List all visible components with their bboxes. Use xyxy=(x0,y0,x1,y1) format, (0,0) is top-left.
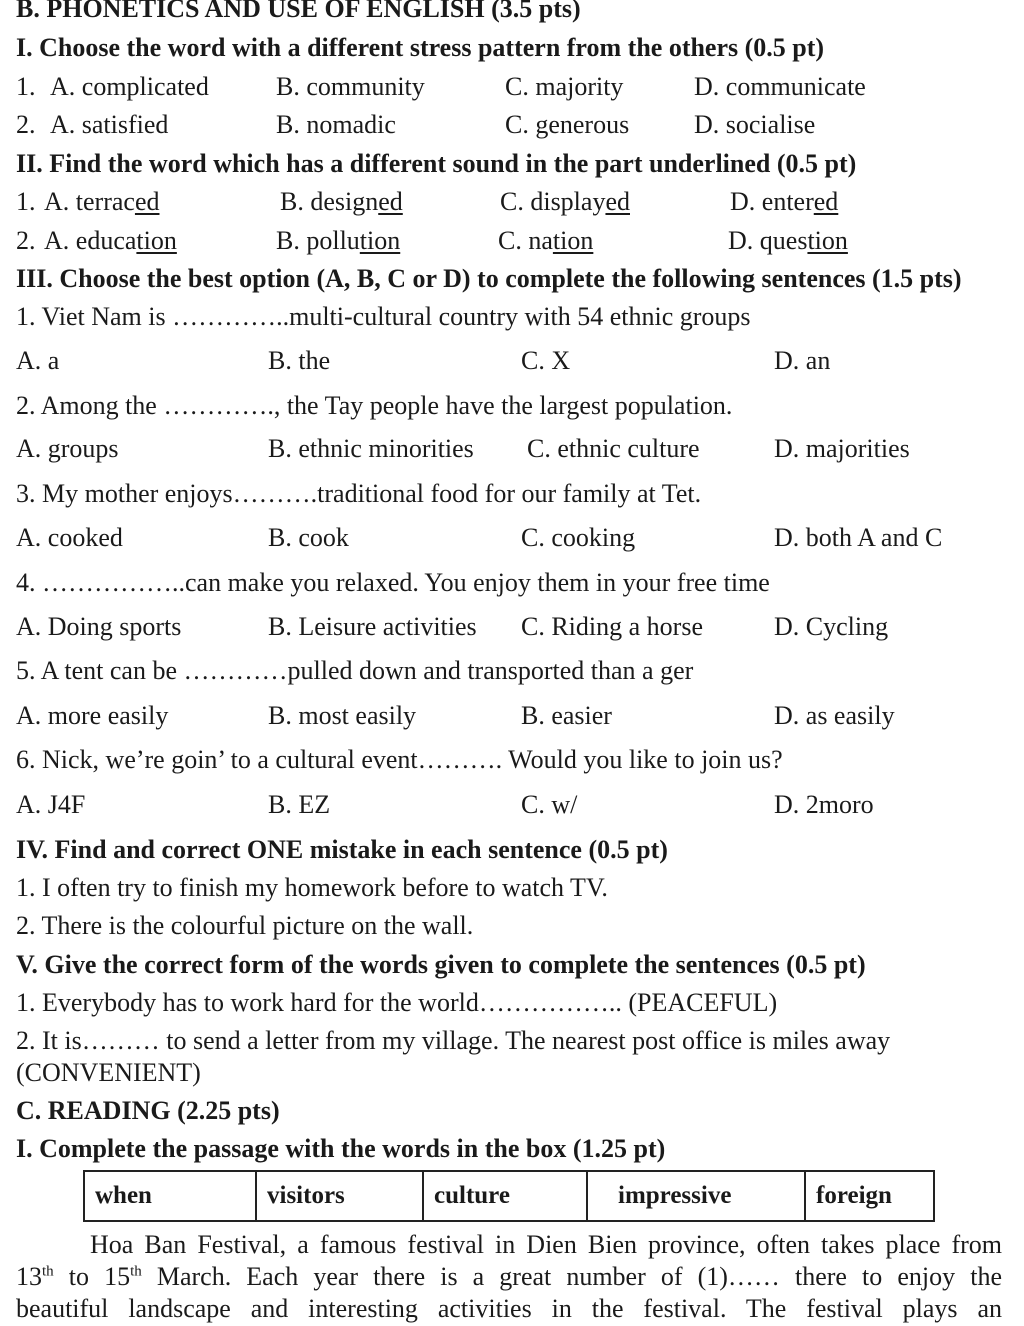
word-box-cell: when xyxy=(84,1171,256,1221)
option-c: C. majority xyxy=(505,72,624,101)
option-d: D. 2moro xyxy=(774,790,874,819)
option-b: B. EZ xyxy=(268,790,331,819)
word-box-row xyxy=(84,1171,934,1221)
reading-task-title: I. Complete the passage with the words in the box (1.25 pt) xyxy=(16,1134,666,1163)
section-5-title: V. Give the correct form of the words given to complete the sentences (0.5 pt) xyxy=(16,950,866,979)
option-a: A. Doing sports xyxy=(16,612,182,641)
option-b: B. the xyxy=(268,346,331,375)
option-d: D. majorities xyxy=(774,434,910,463)
word-box-cell: culture xyxy=(423,1171,587,1221)
question-text: 1. Everybody has to work hard for the world…………….. (PEACEFUL) xyxy=(16,988,778,1017)
question-number: 2. xyxy=(16,110,36,139)
option-c: B. easier xyxy=(521,701,612,730)
option-b: B. cook xyxy=(268,523,349,552)
option-a: A. education xyxy=(44,226,177,255)
question-text: 1. Viet Nam is …………..multi-cultural country with 54 ethnic groups xyxy=(16,302,751,331)
option-c: C. ethnic culture xyxy=(527,434,700,463)
question-text: 6. Nick, we’re goin’ to a cultural event………. Would you like to join us? xyxy=(16,745,783,774)
question-text: 2. It is……… to send a letter from my village. The nearest post office is miles away xyxy=(16,1026,891,1055)
option-d: D. socialise xyxy=(694,110,816,139)
option-c: C. w/ xyxy=(521,790,578,819)
option-b: B. most easily xyxy=(268,701,417,730)
question-text: 2. There is the colourful picture on the wall. xyxy=(16,911,474,940)
option-a: A. J4F xyxy=(16,790,86,819)
question-number: 1. xyxy=(16,187,36,216)
word-box-cell: foreign xyxy=(805,1171,934,1221)
question-text: 2. Among the …………., the Tay people have the largest population. xyxy=(16,391,733,420)
section-3-title: III. Choose the best option (A, B, C or D) to complete the following sentences (1.5 pts) xyxy=(16,264,962,293)
section-c-header: C. READING (2.25 pts) xyxy=(16,1096,280,1125)
option-b: B. nomadic xyxy=(276,110,396,139)
section-4-title: IV. Find and correct ONE mistake in each sentence (0.5 pt) xyxy=(16,835,668,864)
question-text-continued: (CONVENIENT) xyxy=(16,1058,201,1087)
option-a: A. complicated xyxy=(50,72,209,101)
option-c: C. X xyxy=(521,346,571,375)
option-d: D. an xyxy=(774,346,831,375)
option-d: D. entered xyxy=(730,187,839,216)
option-a: A. satisfied xyxy=(50,110,169,139)
option-b: B. community xyxy=(276,72,425,101)
option-b: B. Leisure activities xyxy=(268,612,477,641)
option-a: A. groups xyxy=(16,434,119,463)
option-a: A. a xyxy=(16,346,60,375)
question-text: 3. My mother enjoys……….traditional food for our family at Tet. xyxy=(16,479,702,508)
question-text: 4. ……………..can make you relaxed. You enjoy them in your free time xyxy=(16,568,770,597)
question-text: 5. A tent can be …………pulled down and transported than a ger xyxy=(16,656,694,685)
option-c: C. nation xyxy=(498,226,594,255)
option-c: C. displayed xyxy=(500,187,630,216)
section-1-title: I. Choose the word with a different stress pattern from the others (0.5 pt) xyxy=(16,33,825,62)
option-c: C. Riding a horse xyxy=(521,612,703,641)
passage-line: beautiful landscape and interesting activities in the festival. The festival plays an xyxy=(16,1294,1002,1323)
question-text: 1. I often try to finish my homework before to watch TV. xyxy=(16,873,608,902)
passage-line: Hoa Ban Festival, a famous festival in Dien Bien province, often takes place from xyxy=(90,1230,1002,1259)
option-c: C. generous xyxy=(505,110,630,139)
option-d: D. both A and C xyxy=(774,523,943,552)
option-a: A. more easily xyxy=(16,701,169,730)
option-b: B. designed xyxy=(280,187,403,216)
option-a: A. terraced xyxy=(44,187,160,216)
section-b-header: B. PHONETICS AND USE OF ENGLISH (3.5 pts) xyxy=(16,0,581,23)
section-2-title: II. Find the word which has a different sound in the part underlined (0.5 pt) xyxy=(16,149,857,178)
word-box-cell: visitors xyxy=(256,1171,423,1221)
passage-line: 13th to 15th March. Each year there is a great number of (1)…… there to enjoy the xyxy=(16,1262,1002,1291)
option-d: D. communicate xyxy=(694,72,866,101)
option-d: D. question xyxy=(728,226,848,255)
option-b: B. pollution xyxy=(276,226,401,255)
word-box xyxy=(83,1170,935,1222)
option-c: C. cooking xyxy=(521,523,636,552)
option-d: D. as easily xyxy=(774,701,895,730)
question-number: 2. xyxy=(16,226,36,255)
option-a: A. cooked xyxy=(16,523,123,552)
word-box-cell: impressive xyxy=(587,1171,805,1221)
option-b: B. ethnic minorities xyxy=(268,434,474,463)
option-d: D. Cycling xyxy=(774,612,889,641)
question-number: 1. xyxy=(16,72,36,101)
